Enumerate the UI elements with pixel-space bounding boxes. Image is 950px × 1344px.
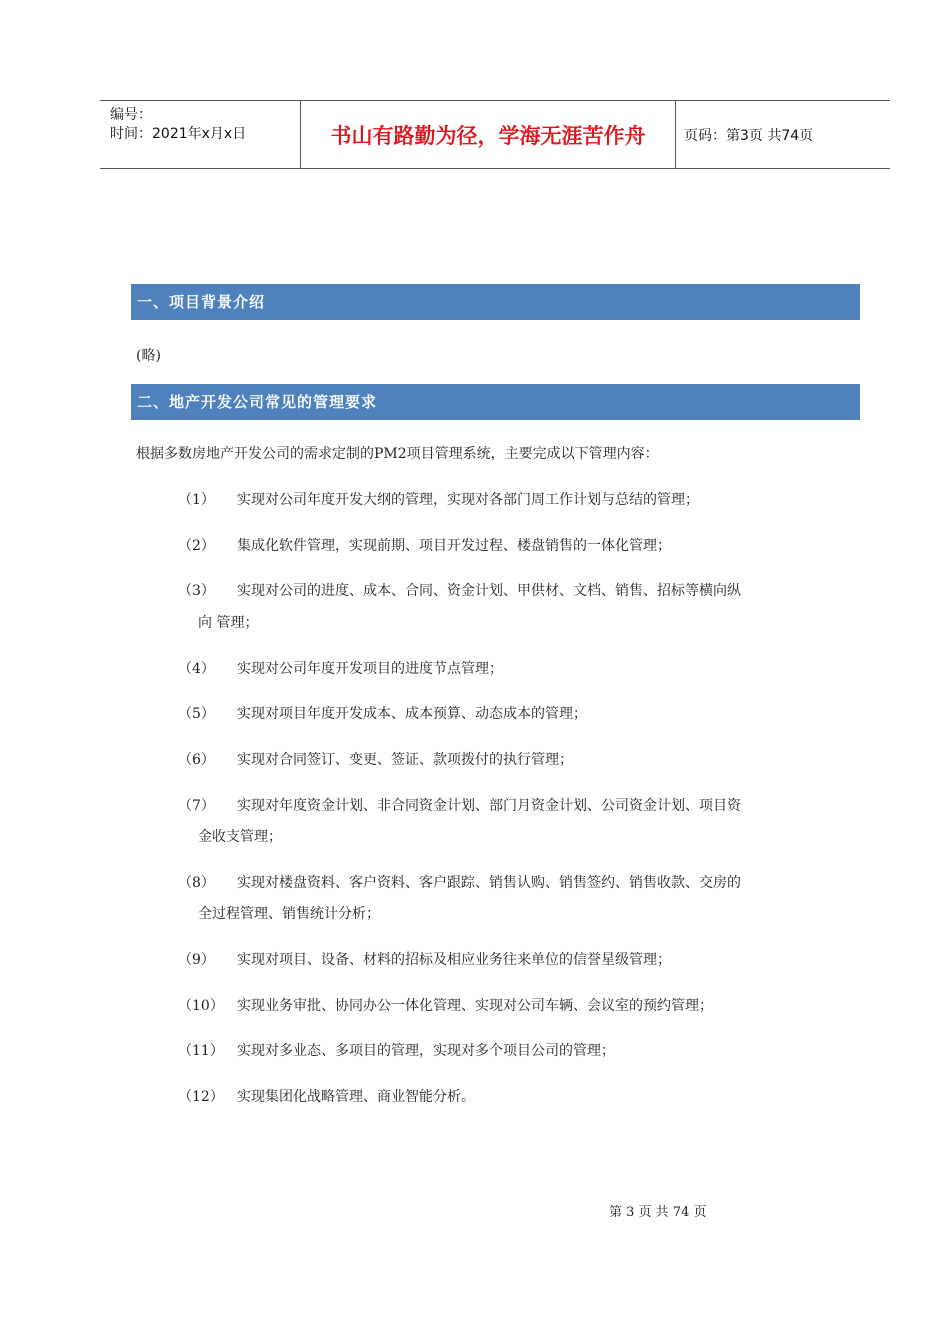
list-item-number: （4） [178,661,215,677]
list-item-number: （12） [178,1089,224,1105]
list-item-number: （10） [178,998,224,1014]
document-date: 时间：2021年x月x日 [110,126,247,142]
list-item-text: 实现对项目年度开发成本、成本预算、动态成本的管理； [237,706,587,722]
header-meta [100,101,301,168]
background-body: (略) [136,348,161,364]
list-item-number: （8） [178,875,215,891]
section-heading-background: 一、项目背景介绍 [131,284,860,320]
list-item-text: 实现对公司年度开发大纲的管理，实现对各部门周工作计划与总结的管理； [237,492,699,508]
list-item-continuation: 向 管理； [198,615,259,631]
requirements-intro: 根据多数房地产开发公司的需求定制的PM2项目管理系统，主要完成以下管理内容： [136,446,659,462]
document-number-label: 编号： [110,107,152,123]
list-item-text: 实现集团化战略管理、商业智能分析。 [237,1089,475,1105]
header-motto: 书山有路勤为径，学海无涯苦作舟 [301,101,676,168]
list-item-text: 实现对公司年度开发项目的进度节点管理； [237,661,503,677]
section-heading-requirements: 二、地产开发公司常见的管理要求 [131,384,860,420]
list-item-number: （9） [178,952,215,968]
list-item-text: 实现对合同签订、变更、签证、款项拨付的执行管理； [237,752,573,768]
list-item-text: 实现对多业态、多项目的管理，实现对多个项目公司的管理； [237,1043,615,1059]
list-item-text: 实现对楼盘资料、客户资料、客户跟踪、销售认购、销售签约、销售收款、交房的 [237,875,741,891]
page-footer: 第 3 页 共 74 页 [609,1205,707,1220]
list-item-text: 实现对公司的进度、成本、合同、资金计划、甲供材、文档、销售、招标等横向纵 [237,583,741,599]
list-item-number: （7） [178,798,215,814]
list-item-number: （6） [178,752,215,768]
list-item-text: 实现业务审批、协同办公一体化管理、实现对公司车辆、会议室的预约管理； [237,998,713,1014]
list-item-number: （2） [178,538,215,554]
header-page-info: 页码：第3页 共74页 [684,127,814,144]
page-header [100,100,890,169]
list-item-text: 集成化软件管理，实现前期、项目开发过程、楼盘销售的一体化管理； [237,538,671,554]
list-item-text: 实现对项目、设备、材料的招标及相应业务往来单位的信誉星级管理； [237,952,671,968]
list-item-continuation: 全过程管理、销售统计分析； [198,906,380,922]
list-item-number: （5） [178,706,215,722]
list-item-text: 实现对年度资金计划、非合同资金计划、部门月资金计划、公司资金计划、项目资 [237,798,741,814]
list-item-number: （3） [178,583,215,599]
list-item-number: （11） [178,1043,224,1059]
list-item-continuation: 金收支管理； [198,829,282,845]
list-item-number: （1） [178,492,215,508]
